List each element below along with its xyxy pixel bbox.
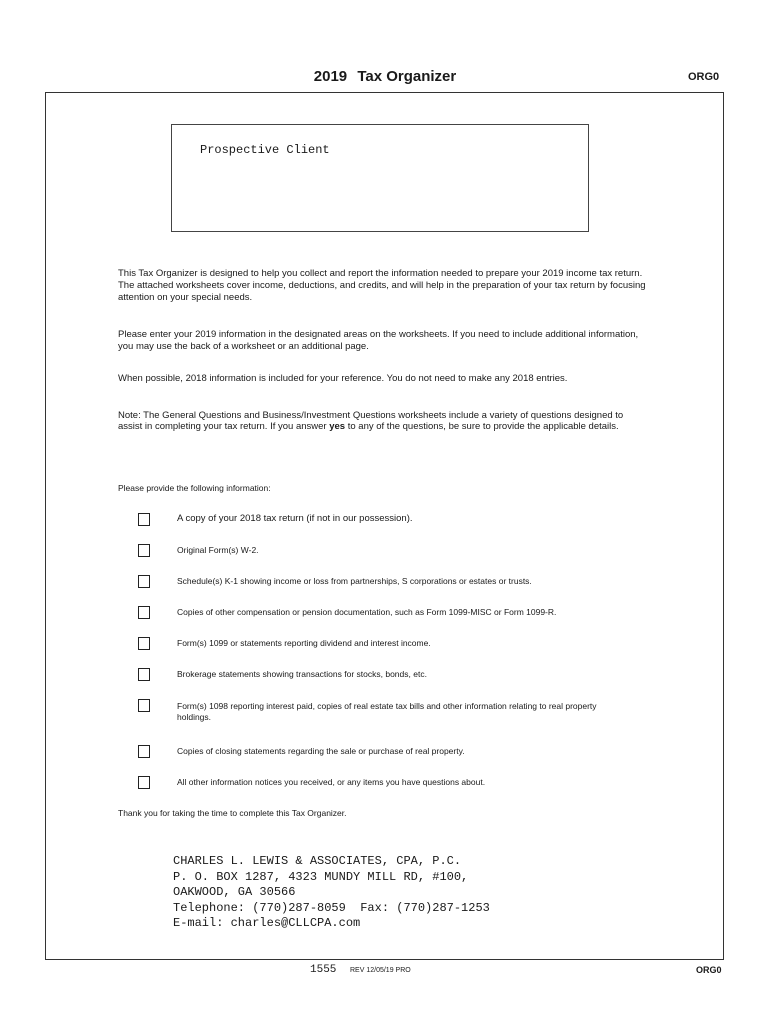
title-year: 2019 [313, 68, 348, 85]
preparer-phone-fax: Telephone: (770)287-8059 Fax: (770)287-1253 [173, 900, 490, 915]
checklist-item-1099: Form(s) 1099 or statements reporting dividend and interest income. [177, 638, 431, 648]
checkbox-closing-statements[interactable] [138, 745, 150, 758]
thank-you-text: Thank you for taking the time to complete this Tax Organizer. [118, 808, 347, 818]
checkbox-1099[interactable] [138, 637, 150, 650]
client-name: Prospective Client [200, 143, 330, 157]
client-address-box [171, 124, 589, 232]
title-text: Tax Organizer [357, 68, 457, 85]
checklist-item-prior-return: A copy of your 2018 tax return (if not in our possession). [177, 513, 413, 524]
preparer-email: E-mail: charles@CLLCPA.com [173, 916, 361, 930]
preparer-address-line: P. O. BOX 1287, 4323 MUNDY MILL RD, #100, [173, 869, 469, 884]
checkbox-brokerage[interactable] [138, 668, 150, 681]
checklist-item-k1: Schedule(s) K-1 showing income or loss from partnerships, S corporations or estates or trusts. [177, 576, 532, 586]
intro-paragraph-4 [118, 411, 648, 432]
checklist-item-closing-statements: Copies of closing statements regarding the sale or purchase of real property. [177, 746, 465, 756]
form-code-bottom: ORG0 [696, 965, 722, 975]
checkbox-k1[interactable] [138, 575, 150, 588]
footer-number: 1555 [310, 964, 337, 976]
preparer-address-block [173, 854, 490, 932]
checklist-item-1098: Form(s) 1098 reporting interest paid, copies of real estate tax bills and other information relating to real property holdings. [177, 701, 597, 722]
checklist-item-brokerage: Brokerage statements showing transactions for stocks, bonds, etc. [177, 669, 427, 679]
checkbox-w2[interactable] [138, 544, 150, 557]
checklist-heading: Please provide the following information: [118, 483, 271, 493]
checkbox-1098[interactable] [138, 699, 150, 712]
form-code-top: ORG0 [688, 71, 720, 83]
checkbox-other-info[interactable] [138, 776, 150, 789]
page-title [0, 68, 770, 85]
checklist-item-w2: Original Form(s) W-2. [177, 545, 259, 555]
checklist-item-other-info: All other information notices you received, or any items you have questions about. [177, 777, 486, 787]
intro-paragraph-1: This Tax Organizer is designed to help you collect and report the information needed to prepare your 2019 income tax return. The attached worksheets cover income, deductions, and credits, and will help in the preparation of your tax return by focusing attention on your special needs. [118, 268, 646, 303]
checkbox-prior-return[interactable] [138, 513, 150, 526]
preparer-name: CHARLES L. LEWIS & ASSOCIATES, CPA, P.C. [173, 854, 462, 868]
intro-paragraph-2: Please enter your 2019 information in the designated areas on the worksheets. If you need to include additional information, you may use the back of a worksheet or an additional page. [118, 329, 639, 352]
preparer-city-line: OAKWOOD, GA 30566 [173, 885, 296, 899]
footer-revision: REV 12/05/19 PRO [350, 967, 411, 974]
intro-paragraph-3: When possible, 2018 information is included for your reference. You do not need to make any 2018 entries. [118, 373, 568, 384]
note-text-after: to any of the questions, be sure to provide the applicable details. [345, 420, 619, 432]
checklist-item-compensation: Copies of other compensation or pension documentation, such as Form 1099-MISC or Form 1099-R. [177, 607, 557, 617]
checkbox-compensation[interactable] [138, 606, 150, 619]
note-text-before: Note: The General Questions and Business/Investment Questions worksheets include a variety of questions designed to assist in completing your tax return. If you answer [118, 410, 624, 432]
note-yes-bold: yes [329, 420, 346, 432]
